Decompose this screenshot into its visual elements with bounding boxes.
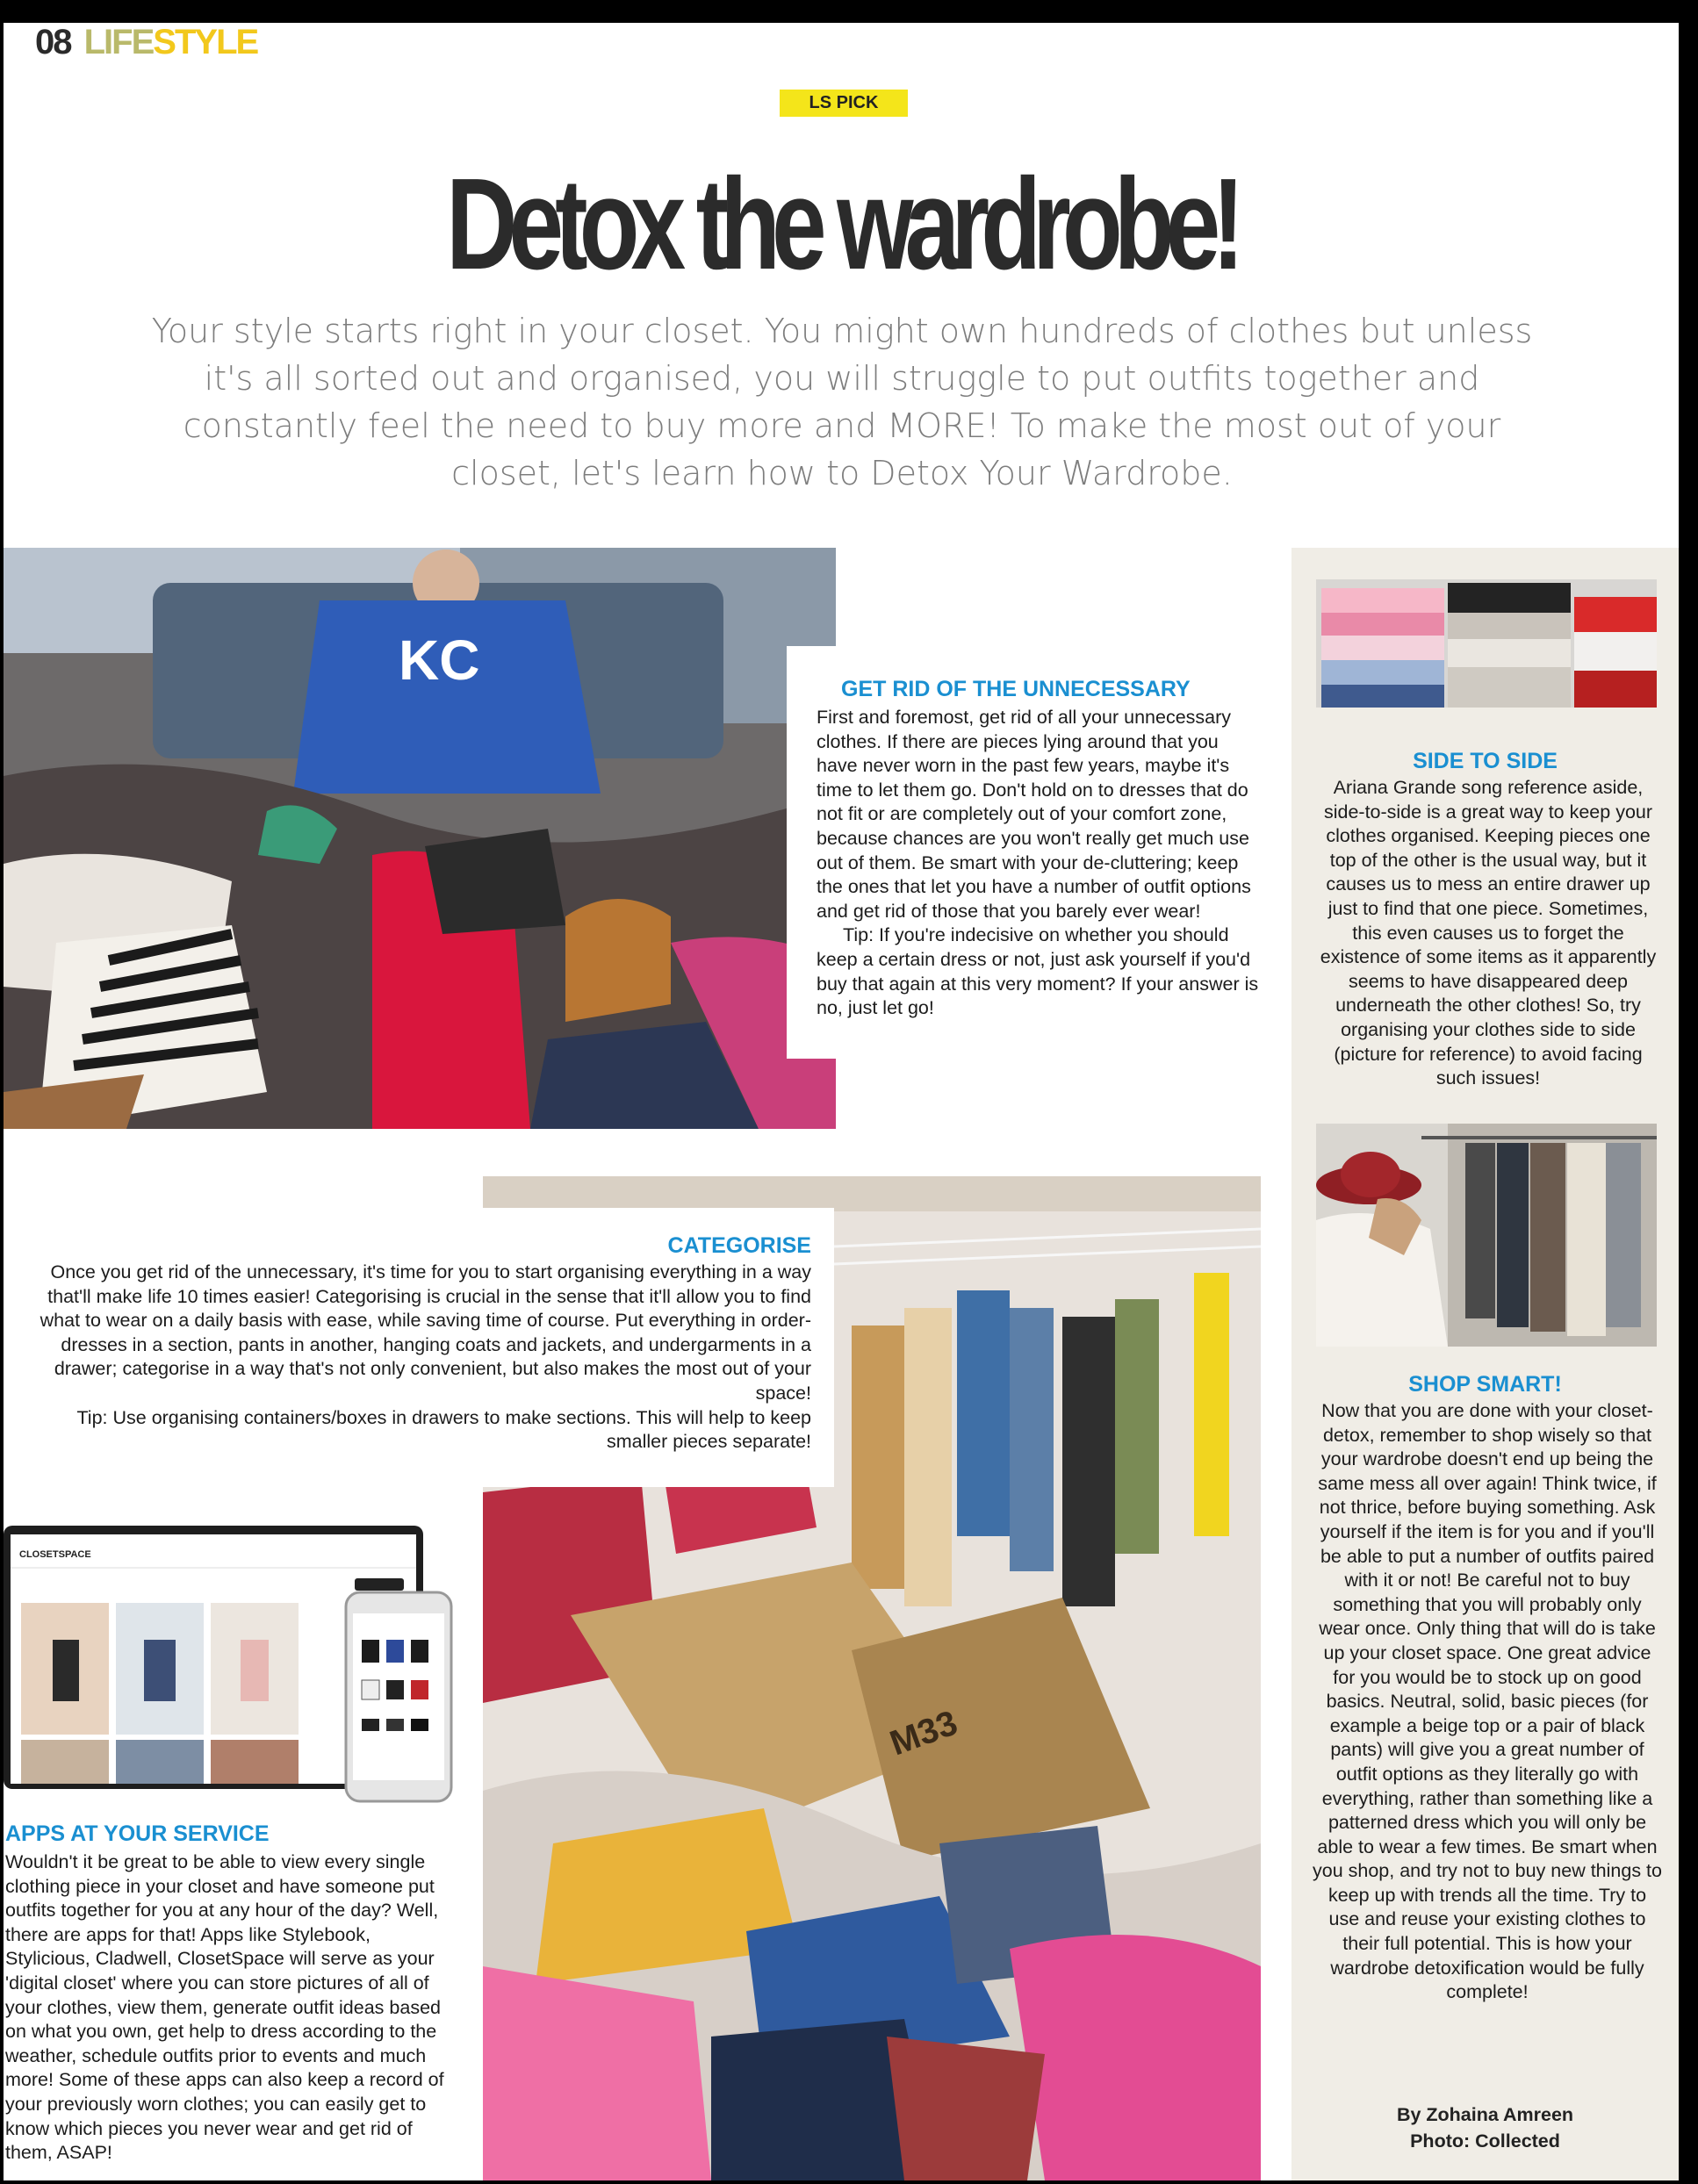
photo-credit: Photo: Collected — [1410, 2130, 1560, 2152]
get-rid-paragraph: First and foremost, get rid of all your unnecessary clothes. If there are pieces lying around that you have never worn in the past few years, maybe it's time to let them go. Don't hold on to dresses that do not fit or are completely out of your comfort zone, because chances are you won't really get much use out of them. Be smart with your de-cluttering; keep the ones that let you have a number of outfit options and get rid of those that you barely ever wear! — [817, 707, 1251, 922]
photo-hanging-rack — [1316, 1124, 1657, 1347]
photo-clothes-pile — [4, 548, 836, 1129]
magazine-page — [4, 23, 1679, 2180]
side-to-side-body: Ariana Grande song reference aside, side-to-side is a great way to keep your clothes organised. Keeping pieces one top of the other is the usual way, but it causes us to mess an entire drawer up just to find that one piece. Sometimes, this even causes us to forget the existence of some items as it apparently seems to have disappeared deep underneath the other clothes! So, try organising your clothes side to side (picture for reference) to avoid facing such issues! — [1320, 777, 1657, 1089]
section-life: LIFE — [83, 23, 154, 61]
shop-smart-heading: SHOP SMART! — [1408, 1372, 1562, 1397]
get-rid-heading: GET RID OF THE UNNECESSARY — [841, 677, 1191, 701]
page-header — [35, 23, 257, 61]
kc-shirt-text: KC — [399, 629, 480, 692]
svg-text:M33: M33 — [885, 1703, 963, 1764]
photo-closetspace-app — [4, 1526, 453, 1807]
categorise-heading: CATEGORISE — [667, 1233, 811, 1258]
section-get-rid — [787, 646, 1266, 1059]
apps-body: Wouldn't it be great to be able to view every single clothing piece in your closet and have someone put outfits together for you at any hour of the day? Well, there are apps for that! Apps like Stylebook, Stylicious, Cladwell, ClosetSpace will serve as your 'digital closet' where you can store pictures of all of your clothes, view them, generate outfit ideas based on what you own, get help to dress according to the weather, schedule outfits prior to events and much more! Some of these apps can also keep a record of your previously worn clothes; you can easily get to know which pieces you never wear and get rid of them, ASAP! — [5, 1851, 444, 2164]
categorise-body — [7, 1261, 811, 1455]
ls-pick-label: LS PICK — [809, 93, 879, 112]
get-rid-tip: Tip: If you're indecisive on whether you should keep a certain dress or not, just ask yourself if you'd buy that again at this very moment? If your answer is no, just let go! — [817, 924, 1259, 1019]
photo-folded-clothes — [1316, 579, 1657, 708]
credits — [1291, 2101, 1679, 2154]
page-number: 08 — [35, 23, 71, 61]
categorise-paragraph: Once you get rid of the unnecessary, it's time for you to start organising everything in a way that'll make life 10 times easier! Categorising is crucial in the sense that it'll allow you to find what to wear on a daily basis with ease, while saving time of course. Put everything in order- dresses in a section, pants in another, hanging coats and jackets, and undergarments in a drawer; categorise in a way that's not only convenient, but also makes the most out of your space! — [40, 1261, 811, 1404]
shop-smart-body: Now that you are done with your closet-detox, remember to shop wisely so that your wardrobe doesn't end up being the same mess all over again! Think twice, if not thrice, before buying something. Ask yourself if the item is for you and if you'll be able to put a number of outfits paired with it or not! Be careful not to buy something that you will probably only wear once. Only thing that will do is take up your closet space. One great advice for you would be to stock up on good basics. Neutral, solid, basic pieces (for example a beige top or a pair of black pants) will give you a great number of outfit options as they literally go with everything, rather than something like a patterned dress which you will only be able to wear a few times. Be smart when you shop, and try not to buy new things to keep up with trends all the time. Try to use and reuse your existing clothes to their full potential. This is how your wardrobe detoxification would be fully complete! — [1312, 1400, 1662, 2003]
get-rid-body — [817, 706, 1263, 1021]
app-brand-label: CLOSETSPACE — [19, 1549, 91, 1560]
byline: By Zohaina Amreen — [1396, 2104, 1574, 2125]
section-categorise — [4, 1208, 834, 1487]
sidebar — [1291, 548, 1679, 2180]
categorise-tip: Tip: Use organising containers/boxes in drawers to make sections. This will help to keep smaller pieces separate! — [76, 1406, 811, 1453]
article-intro: Your style starts right in your closet. You might own hundreds of clothes but unless it's all sorted out and organised, you will struggle to put outfits together and constantly feel the need to buy more and MORE! To make the most out of your closet, let's learn how to Detox Your Wardrobe. — [151, 312, 1533, 492]
article-title: Detox the wardrobe! — [446, 152, 1236, 297]
section-style: STYLE — [153, 23, 258, 61]
ls-pick-tag — [780, 90, 908, 117]
apps-heading: APPS AT YOUR SERVICE — [5, 1821, 270, 1846]
side-to-side-heading: SIDE TO SIDE — [1413, 749, 1558, 773]
